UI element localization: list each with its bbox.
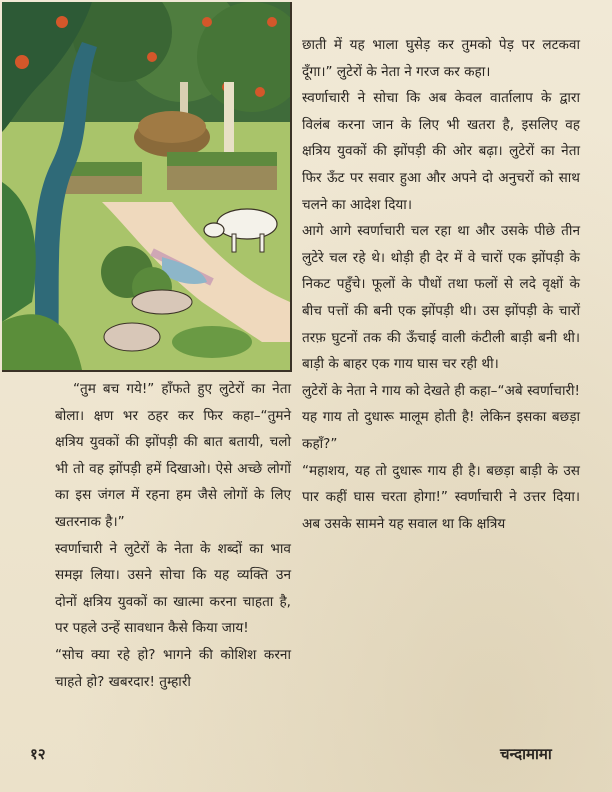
right-text-column xyxy=(302,32,580,537)
forest-hut-cow-illustration xyxy=(2,2,290,370)
left-text-column xyxy=(55,376,291,695)
paragraph: “महाशय, यह तो दुधारू गाय ही है। बछड़ा बाड़ी के उस पार कहीं घास चरता होगा!” स्वर्णाचारी ने उत्तर दिया। अब उसके सामने यह सवाल था कि क्षत्रिय xyxy=(302,462,580,532)
paragraph: लुटेरों के नेता ने गाय को देखते ही कहा–“अबे स्वर्णाचारी! यह गाय तो दुधारू मालूम होती है! लेकिन इसका बछड़ा कहाँ?” xyxy=(302,382,580,452)
paragraph: स्वर्णाचारी ने सोचा कि अब केवल वार्तालाप के द्वारा विलंब करना जान के लिए भी खतरा है, इसलिए वह क्षत्रिय युवकों की झोंपड़ी की ओर बढ़ा। लुटेरों का नेता फिर ऊँट पर सवार हुआ और अपने दो अनुचरों को साथ चलने का आदेश दिया। xyxy=(302,90,580,213)
paragraph: छाती में यह भाला घुसेड़ कर तुमको पेड़ पर लटकवा दूँगा।” लुटेरों के नेता ने गरज कर कहा। xyxy=(302,37,580,80)
paragraph: आगे आगे स्वर्णाचारी चल रहा था और उसके पीछे तीन लुटेरे चल रहे थे। थोड़ी ही देर में वे चारों एक झोंपड़ी के निकट पहुँचे। फूलों के पौधों तथा फलों से लदे वृक्षों के बीच पत्तों की बनी एक झोंपड़ी थी। उस झोंपड़ी के चारों तरफ़ घुटनों तक की ऊँचाई वाली कंटीली बाड़ी बनी थी। बाड़ी के बाहर एक गाय घास चर रही थी। xyxy=(302,223,580,373)
paragraph: स्वर्णाचारी ने लुटेरों के नेता के शब्दों का भाव समझ लिया। उसने सोचा कि यह व्यक्ति उन दोनों क्षत्रिय युवकों का खात्मा करना चाहता है, पर पहले उन्हें सावधान कैसे किया जाय! xyxy=(55,540,291,637)
story-illustration xyxy=(2,2,292,372)
magazine-name: चन्दामामा xyxy=(500,745,552,763)
paragraph: “तुम बच गये!” हाँफते हुए लुटेरों का नेता बोला। क्षण भर ठहर कर फिर कहा–“तुमने क्षत्रिय युवकों की झोंपड़ी की बात बतायी, चलो भी तो वह झोंपड़ी हमें दिखाओ। ऐसे अच्छे लोगों का इस जंगल में रहना हम जैसे लोगों के लिए खतरनाक है।” xyxy=(55,381,291,530)
paragraph: “सोच क्या रहे हो? भागने की कोशिश करना चाहते हो? खबरदार! तुम्हारी xyxy=(55,646,291,690)
page-number: १२ xyxy=(30,745,46,763)
